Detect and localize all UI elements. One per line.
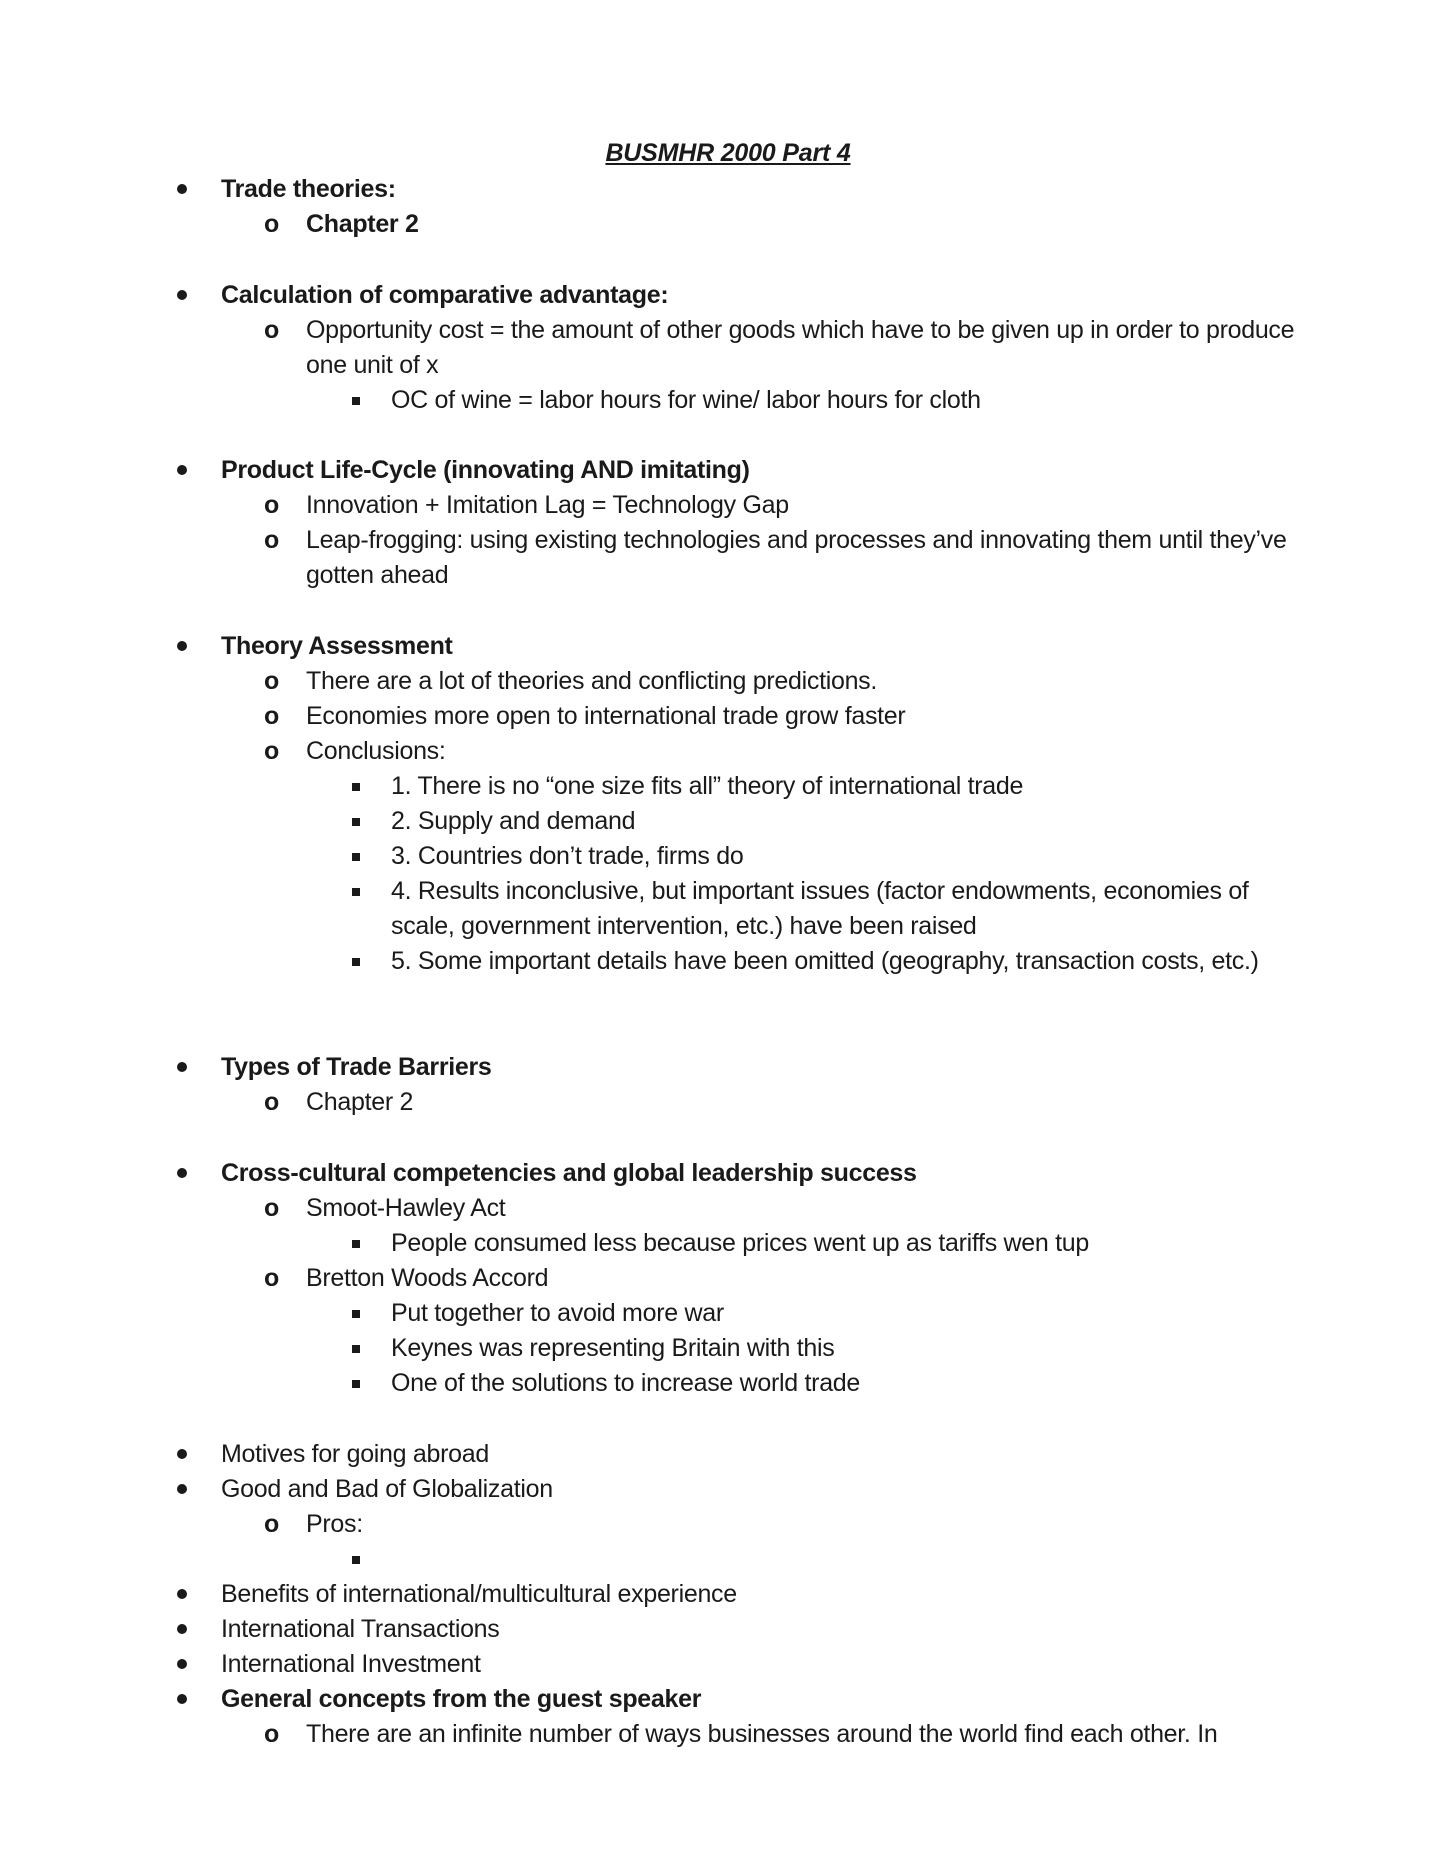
bullet-disc-icon bbox=[177, 1589, 187, 1599]
bullet-square-icon bbox=[352, 1310, 360, 1318]
bullet-o-icon: o bbox=[264, 1264, 280, 1292]
bullet-o-icon: o bbox=[264, 1194, 280, 1222]
outline-item-text: Benefits of international/multicultural experience bbox=[221, 1580, 737, 1608]
bullet-o-icon: o bbox=[264, 702, 280, 730]
bullet-square-icon bbox=[352, 783, 360, 791]
outline-item-text: Bretton Woods Accord bbox=[306, 1264, 549, 1292]
bullet-o-icon: o bbox=[264, 737, 280, 765]
outline-item-text: Trade theories: bbox=[221, 175, 396, 203]
bullet-o-icon: o bbox=[264, 210, 280, 238]
bullet-o-icon: o bbox=[264, 491, 280, 519]
outline-item-text: Good and Bad of Globalization bbox=[221, 1475, 553, 1503]
outline-item-text: Economies more open to international trade grow faster bbox=[306, 702, 906, 730]
outline-item-text: People consumed less because prices went up as tariffs wen tup bbox=[391, 1229, 1090, 1257]
bullet-square-icon bbox=[352, 1556, 360, 1564]
bullet-disc-icon bbox=[177, 184, 187, 194]
outline-item-text: 4. Results inconclusive, but important issues (factor endowments, economies of scale, government intervention, etc.) have been raised bbox=[391, 877, 1249, 940]
outline-item-text: Motives for going abroad bbox=[221, 1440, 489, 1468]
outline-item-text: International Investment bbox=[221, 1650, 481, 1678]
bullet-disc-icon bbox=[177, 1659, 187, 1669]
bullet-square-icon bbox=[352, 1380, 360, 1388]
outline-item-text: Chapter 2 bbox=[306, 1088, 414, 1116]
outline-item-text: Calculation of comparative advantage: bbox=[221, 281, 669, 309]
outline-item-text: Product Life-Cycle (innovating AND imitating) bbox=[221, 456, 750, 484]
outline-item-text: Leap-frogging: using existing technologies and processes and innovating them until they’ve gotten ahead bbox=[306, 526, 1287, 589]
bullet-o-icon: o bbox=[264, 1510, 280, 1538]
bullet-disc-icon bbox=[177, 1624, 187, 1634]
bullet-disc-icon bbox=[177, 1449, 187, 1459]
bullet-square-icon bbox=[352, 958, 360, 966]
bullet-disc-icon bbox=[177, 641, 187, 651]
outline-item-text: Conclusions: bbox=[306, 737, 446, 765]
bullet-disc-icon bbox=[177, 465, 187, 475]
outline-item-text: Types of Trade Barriers bbox=[221, 1053, 492, 1081]
bullet-disc-icon bbox=[177, 1694, 187, 1704]
outline-item-text: Theory Assessment bbox=[221, 632, 453, 660]
outline-item-text: 5. Some important details have been omitted (geography, transaction costs, etc.) bbox=[391, 947, 1259, 975]
outline-item-text: There are a lot of theories and conflicting predictions. bbox=[306, 667, 878, 695]
bullet-o-icon: o bbox=[264, 1720, 280, 1748]
outline-item-text: 1. There is no “one size fits all” theory of international trade bbox=[391, 772, 1024, 800]
outline-item-text: Keynes was representing Britain with this bbox=[391, 1334, 835, 1362]
outline-item-text: International Transactions bbox=[221, 1615, 500, 1643]
outline-item-text: Opportunity cost = the amount of other goods which have to be given up in order to produce one unit of x bbox=[306, 316, 1295, 379]
outline-item-text: 2. Supply and demand bbox=[391, 807, 636, 835]
outline-item-text: OC of wine = labor hours for wine/ labor hours for cloth bbox=[391, 386, 981, 414]
document-title: BUSMHR 2000 Part 4 bbox=[605, 139, 851, 167]
bullet-square-icon bbox=[352, 888, 360, 896]
bullet-disc-icon bbox=[177, 1484, 187, 1494]
bullet-square-icon bbox=[352, 1345, 360, 1353]
bullet-o-icon: o bbox=[264, 1088, 280, 1116]
bullet-square-icon bbox=[352, 818, 360, 826]
outline-item-text: Innovation + Imitation Lag = Technology Gap bbox=[306, 491, 789, 519]
bullet-disc-icon bbox=[177, 1062, 187, 1072]
outline-item-text: General concepts from the guest speaker bbox=[221, 1685, 702, 1713]
outline-item-text: Chapter 2 bbox=[306, 210, 419, 238]
bullet-o-icon: o bbox=[264, 667, 280, 695]
bullet-disc-icon bbox=[177, 290, 187, 300]
bullet-o-icon: o bbox=[264, 526, 280, 554]
outline-item-text: Smoot-Hawley Act bbox=[306, 1194, 506, 1222]
outline-item-text: One of the solutions to increase world trade bbox=[391, 1369, 861, 1397]
outline-item-text: Cross-cultural competencies and global leadership success bbox=[221, 1159, 917, 1187]
bullet-square-icon bbox=[352, 853, 360, 861]
outline-item-text: There are an infinite number of ways businesses around the world find each other. In bbox=[306, 1720, 1218, 1748]
outline-item-text: Pros: bbox=[306, 1510, 363, 1538]
bullet-disc-icon bbox=[177, 1168, 187, 1178]
bullet-square-icon bbox=[352, 397, 360, 405]
outline-item-text: Put together to avoid more war bbox=[391, 1299, 724, 1327]
bullet-o-icon: o bbox=[264, 316, 280, 344]
bullet-square-icon bbox=[352, 1240, 360, 1248]
outline-item-text: 3. Countries don’t trade, firms do bbox=[391, 842, 744, 870]
